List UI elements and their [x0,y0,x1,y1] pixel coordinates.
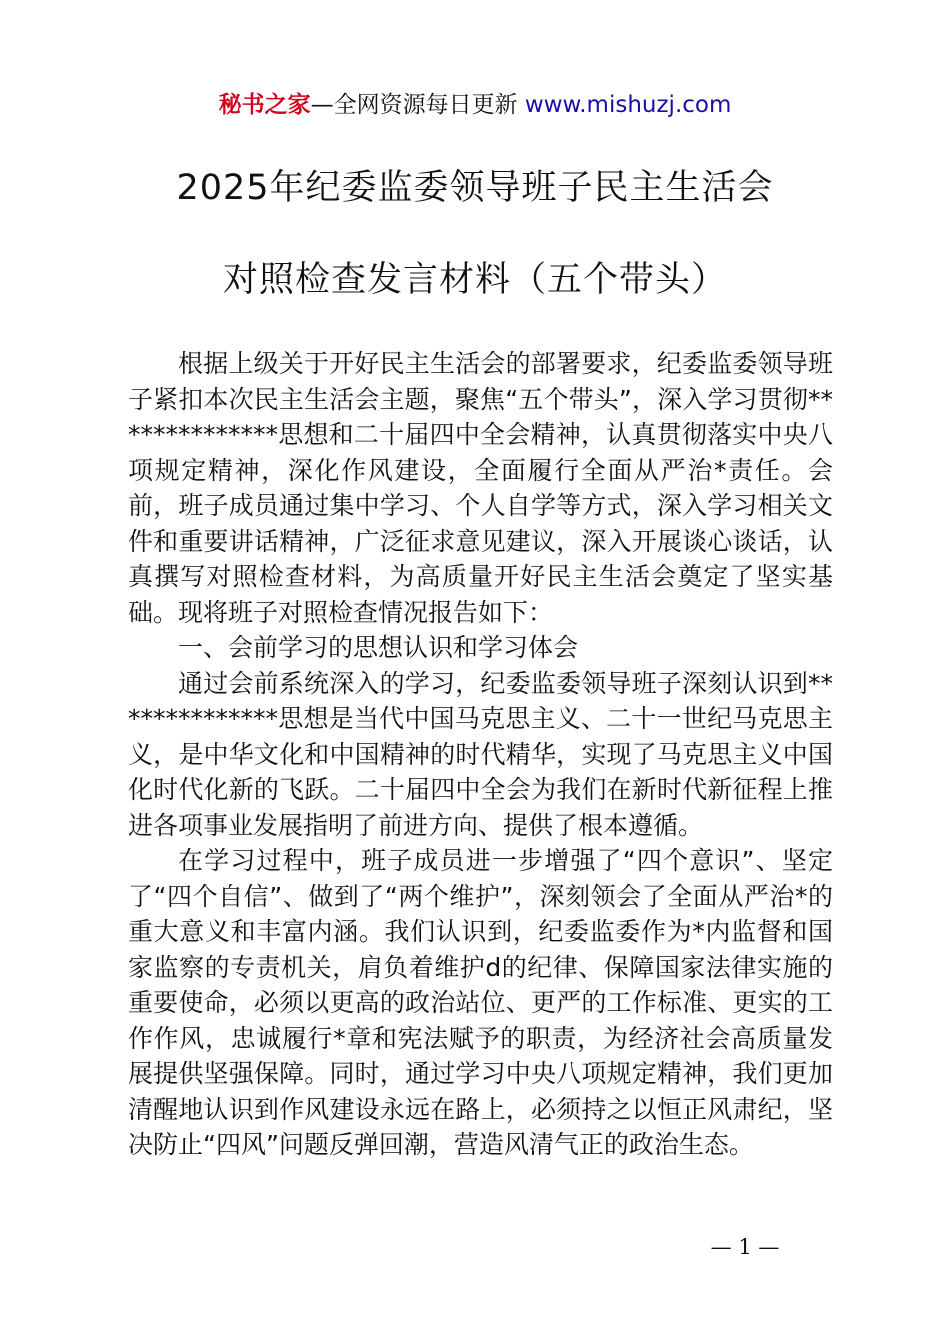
document-body [128,346,833,1163]
paragraph-learning: 通过会前系统深入的学习，纪委监委领导班子深刻认识到**************思想是当代中国马克思主义、二十一世纪马克思主义，是中华文化和中国精神的时代精华，实现了马克思主义中国化时代化新的飞跃。二十届四中全会为我们在新时代新征程上推进各项事业发展指明了前进方向、提供了根本遵循。 [128,668,833,840]
brand-name: 秘书之家 [218,92,311,118]
paragraph-intro: 根据上级关于开好民主生活会的部署要求，纪委监委领导班子紧扣本次民主生活会主题，聚焦“五个带头”，深入学习贯彻**************思想和二十届四中全会精神，认真贯彻落实中央八项规定精神，深化作风建设，全面履行全面从严治*责任。会前，班子成员通过集中学习、个人自学等方式，深入学习相关文件和重要讲话精神，广泛征求意见建议，深入开展谈心谈话，认真撰写对照检查材料，为高质量开好民主生活会奠定了坚实基础。现将班子对照检查情况报告如下： [128,349,833,627]
page-number: — 1 — [710,1235,780,1259]
document-title-line-1: 2025年纪委监委领导班子民主生活会 [176,168,774,208]
paragraph-process: 在学习过程中，班子成员进一步增强了“四个意识”、坚定了“四个自信”、做到了“两个维护”，深刻领会了全面从严治*的重大意义和丰富内涵。我们认识到，纪委监委作为*内监督和国家监察的专责机关，肩负着维护d的纪律、保障国家法律实施的重要使命，必须以更高的政治站位、更严的工作标准、更实的工作作风，忠诚履行*章和宪法赋予的职责，为经济社会高质量发展提供坚强保障。同时，通过学习中央八项规定精神，我们更加清醒地认识到作风建设永远在路上，必须持之以恒正风肃纪，坚决防止“四风”问题反弹回潮，营造风清气正的政治生态。 [128,846,833,1159]
section-heading-1: 一、会前学习的思想认识和学习体会 [178,633,579,662]
banner-tagline: —全网资源每日更新 [310,92,518,118]
site-banner [0,88,950,122]
site-url-link[interactable]: www.mishuzj.com [524,92,732,118]
document-title-line-2: 对照检查发言材料（五个带头） [222,260,727,300]
